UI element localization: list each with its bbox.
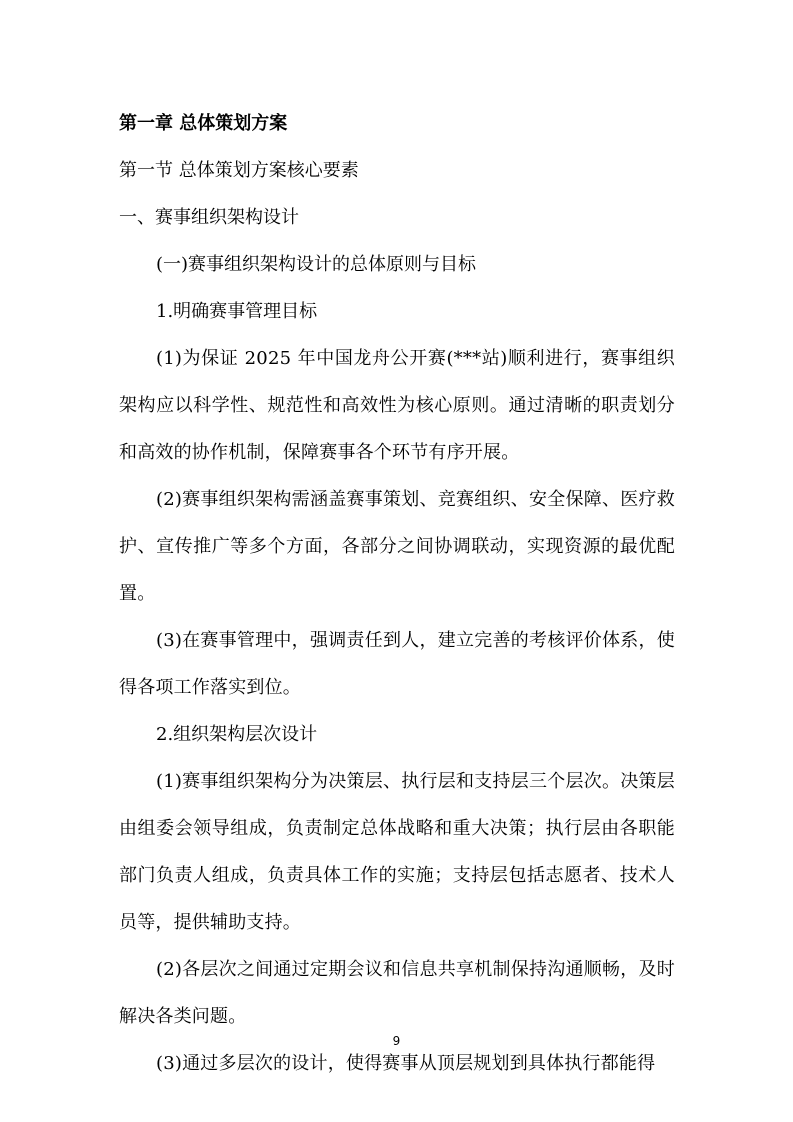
paragraph: (3)通过多层次的设计，使得赛事从顶层规划到具体执行都能得 [156,1053,656,1074]
page-number: 9 [392,1034,401,1048]
paragraph: (1)为保证 2025 年中国龙舟公开赛(***站)顺利进行，赛事组织架构应以科学性、规范性和高效性为核心原则。通过清晰的职责划分和高效的协作机制，保障赛事各个环节有序开展。 [119,348,675,463]
paragraph: (2)各层次之间通过定期会议和信息共享机制保持沟通顺畅，及时解决各类问题。 [119,959,675,1027]
paragraph: (1)赛事组织架构分为决策层、执行层和支持层三个层次。决策层由组委会领导组成，负责制定总体战略和重大决策；执行层由各职能部门负责人组成，负责具体工作的实施；支持层包括志愿者、技术人员等，提供辅助支持。 [119,771,675,933]
item-heading: 2.组织架构层次设计 [156,724,318,745]
chapter-title: 第一章 总体策划方案 [119,113,288,134]
document-body [119,100,675,1087]
paragraph: (3)在赛事管理中，强调责任到人，建立完善的考核评价体系，使得各项工作落实到位。 [119,630,675,698]
subsection-title: 一、赛事组织架构设计 [119,207,299,228]
subsubsection-title: (一)赛事组织架构设计的总体原则与目标 [156,254,477,275]
section-title: 第一节 总体策划方案核心要素 [119,160,359,181]
item-heading: 1.明确赛事管理目标 [156,301,318,322]
paragraph: (2)赛事组织架构需涵盖赛事策划、竞赛组织、安全保障、医疗救护、宣传推广等多个方面，各部分之间协调联动，实现资源的最优配置。 [119,489,675,604]
